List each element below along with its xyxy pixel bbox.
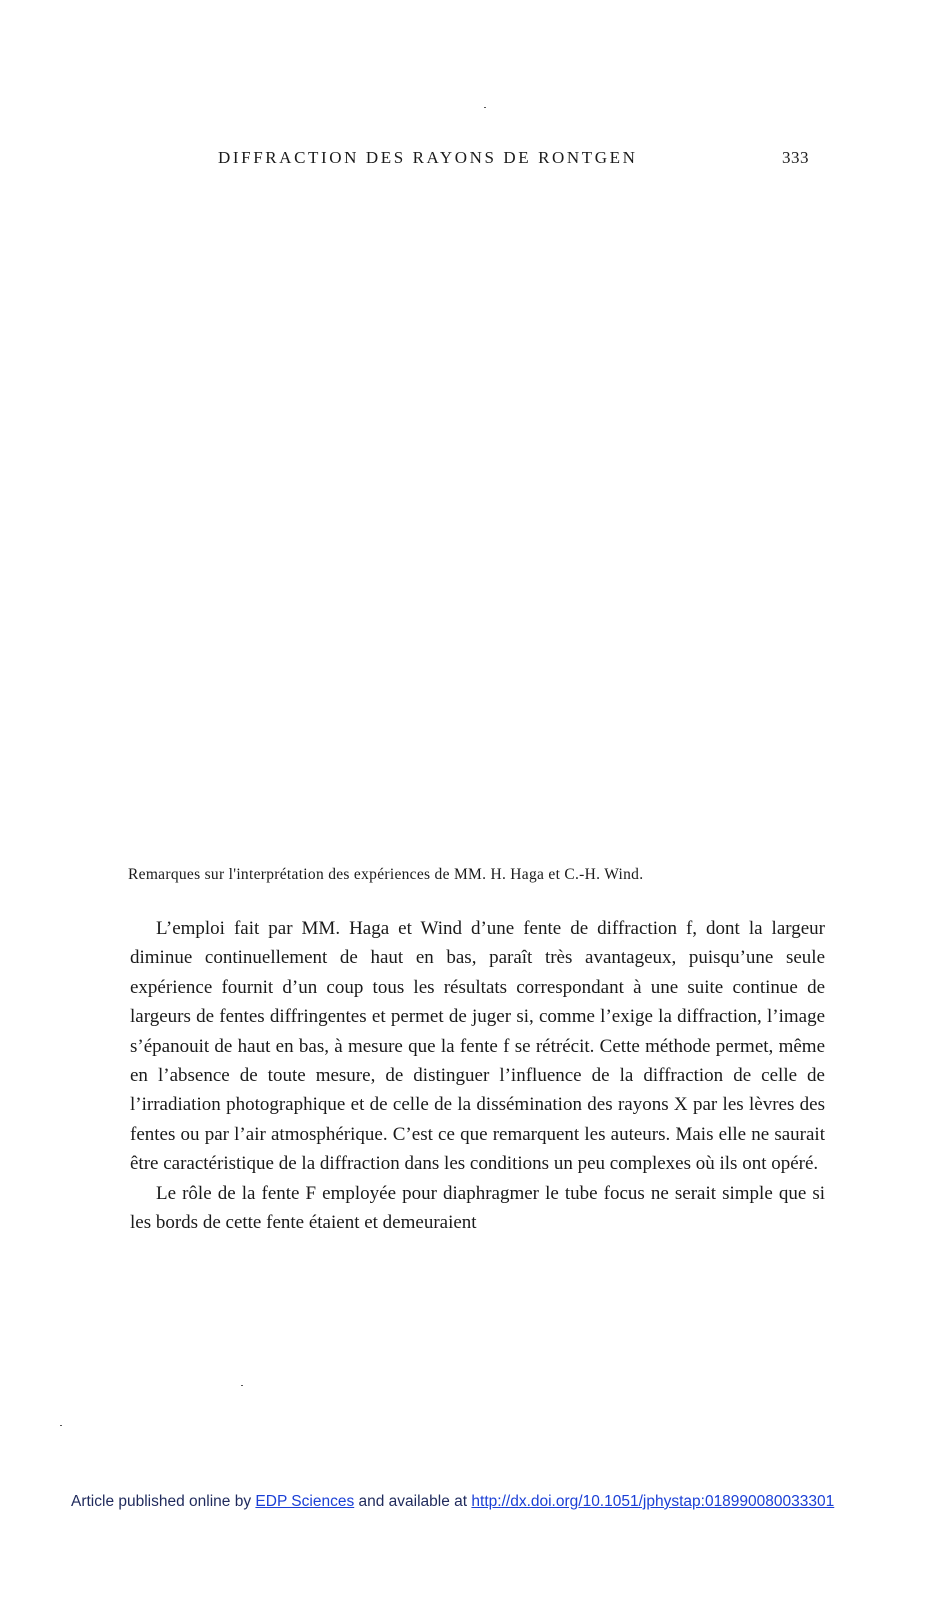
scan-speck xyxy=(484,107,486,108)
page-number: 333 xyxy=(782,148,809,167)
footer-prefix: Article published online by xyxy=(71,1493,252,1510)
scan-speck xyxy=(241,1385,243,1386)
running-head xyxy=(0,148,930,172)
running-title: DIFFRACTION DES RAYONS DE RONTGEN xyxy=(218,148,638,167)
footer-middle: and available at xyxy=(358,1493,468,1510)
paragraph-2: Le rôle de la fente F employée pour diaphragmer le tube focus ne serait simple que si les bords de cette fente étaient et demeuraient xyxy=(130,1182,825,1234)
scan-speck xyxy=(60,1425,62,1426)
paragraph-1: L’emploi fait par MM. Haga et Wind d’une fente de diffraction f, dont la largeur diminue continuellement de haut en bas, paraît très avantageux, puisqu’une seule expérience fournit d’un coup tous les résultats correspondant à une suite continue de largeurs de fentes diffringentes et permet de juger si, comme l’exige la diffraction, l’image s’épanouit de haut en bas, à mesure que la fente f se rétrécit. Cette méthode permet, même en l’absence de toute mesure, de distinguer l’influence de la diffraction de celle de l’irradiation photographique et de celle de la dissémination des rayons X par les lèvres des fentes ou par l’air atmosphérique. C’est ce que remarquent les auteurs. Mais elle ne saurait être caractéristique de la diffraction dans les conditions un peu complexes où ils ont opéré. xyxy=(130,918,825,1175)
body-text xyxy=(130,914,825,1237)
section-heading: Remarques sur l'interprétation des expériences de MM. H. Haga et C.-H. Wind. xyxy=(128,866,644,883)
doi-link[interactable]: http://dx.doi.org/10.1051/jphystap:018990080033301 xyxy=(471,1493,835,1510)
publisher-link[interactable]: EDP Sciences xyxy=(255,1493,355,1510)
publication-footer xyxy=(71,1493,834,1511)
